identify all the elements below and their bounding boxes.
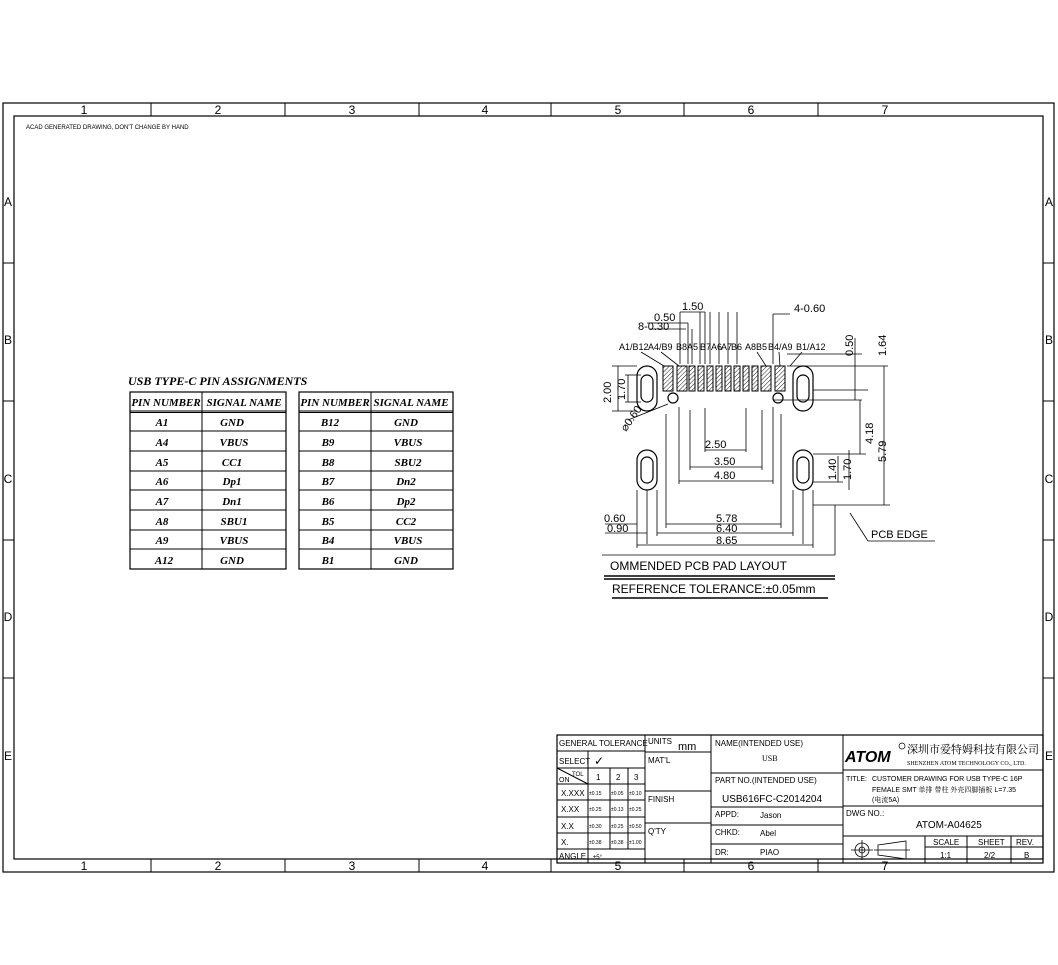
header-signal-name: SIGNAL NAME	[373, 397, 449, 409]
zone-bottom-1: 1	[80, 859, 88, 873]
tol-value: ±1.00	[629, 840, 642, 846]
pin-cell: A1	[155, 417, 169, 429]
zone-left-d: D	[3, 610, 13, 624]
zone-left-a: A	[3, 195, 13, 209]
zone-top-4: 4	[481, 103, 489, 117]
dim-4-18: 4.18	[864, 422, 876, 444]
units-label: UNITS	[648, 737, 672, 746]
sheet-label: SHEET	[978, 838, 1005, 847]
dim-5-78: 5.78	[716, 513, 738, 525]
signal-cell: GND	[394, 555, 418, 567]
title-line-1: CUSTOMER DRAWING FOR USB TYPE-C 16P	[872, 776, 1023, 783]
header-signal-name: SIGNAL NAME	[206, 397, 282, 409]
signal-cell: GND	[394, 417, 418, 429]
pin-cell: A7	[155, 496, 169, 508]
pin-cell: A8	[155, 516, 169, 528]
dim-1-50: 1.50	[682, 301, 704, 313]
pin-cell: B9	[321, 437, 335, 449]
signal-cell: GND	[220, 417, 244, 429]
zone-top-7: 7	[881, 103, 889, 117]
partno-label: PART NO.(INTENDED USE)	[715, 776, 817, 785]
dr-value: PIAO	[760, 848, 780, 857]
dim-0-90: 0.90	[607, 523, 629, 535]
pin-cell: B1	[321, 555, 335, 567]
pin-table-left	[130, 392, 286, 569]
rev-label: REV.	[1016, 838, 1034, 847]
pin-label: A8	[745, 342, 757, 352]
appd-label: APPD:	[715, 810, 740, 819]
general-tolerance-label: GENERAL TOLERANCE	[559, 739, 648, 748]
pin-label: A4/B9	[648, 342, 673, 352]
tol-value: ±0.25	[629, 807, 642, 813]
tol-value: ±0.10	[629, 791, 642, 797]
signal-cell: SBU2	[394, 457, 422, 469]
zone-bottom-4: 4	[481, 859, 489, 873]
matl-label: MAT'L	[648, 756, 671, 765]
signal-cell: SBU1	[220, 516, 248, 528]
dim-1-40: 1.40	[827, 458, 839, 480]
pcb-pad-layout	[602, 301, 935, 598]
pin-label: B4/A9	[768, 342, 793, 352]
zone-bottom-3: 3	[348, 859, 356, 873]
zone-right-d: D	[1044, 610, 1054, 624]
signal-cell: Dn2	[396, 476, 416, 488]
title-block	[557, 735, 1043, 863]
zone-right-e: E	[1044, 749, 1054, 763]
angle-value: ±5°	[593, 855, 603, 861]
tol-col-3: 3	[634, 773, 639, 782]
rev-value: B	[1024, 851, 1030, 860]
select-check-icon: ✓	[594, 754, 605, 768]
zone-left-c: C	[3, 472, 13, 486]
dim-8-65: 8.65	[716, 535, 738, 547]
tol-value: ±0.38	[589, 840, 602, 846]
signal-cell: VBUS	[393, 535, 423, 547]
dim-0-50-top: 0.50	[654, 312, 676, 324]
pin-cell: A9	[155, 535, 169, 547]
registered-icon	[899, 743, 905, 749]
dim-phi-0-60: ⌀0.60	[618, 403, 645, 434]
tol-row-label: X.XX	[561, 805, 580, 814]
pin-cell: B4	[321, 535, 335, 547]
layout-title: OMMENDED PCB PAD LAYOUT	[610, 559, 787, 573]
partno-value: USB616FC-C2014204	[722, 794, 823, 805]
dim-6-40: 6.40	[716, 523, 738, 535]
zone-bottom-7: 7	[881, 859, 889, 873]
pin-table-title: USB TYPE-C PIN ASSIGNMENTS	[128, 374, 308, 388]
zone-top-1: 1	[80, 103, 88, 117]
signal-cell: Dn1	[222, 496, 242, 508]
on-label: ON	[559, 777, 570, 784]
tol-value: ±0.50	[629, 824, 642, 830]
drawing-note: ACAD GENERATED DRAWING, DON'T CHANGE BY HAND	[26, 125, 189, 131]
company-name-cn: 深圳市爱特姆科技有限公司	[907, 744, 1039, 756]
dim-2-00: 2.00	[602, 381, 614, 403]
pcb-edge-label: PCB EDGE	[871, 529, 928, 541]
dim-3-50: 3.50	[714, 456, 736, 468]
dim-0-50-vert: 0.50	[844, 334, 856, 356]
name-label: NAME(INTENDED USE)	[715, 739, 804, 748]
pin-label: B8	[676, 342, 688, 352]
zone-right-b: B	[1044, 333, 1054, 347]
projection-symbol-icon	[851, 840, 910, 860]
dim-2-50: 2.50	[705, 439, 727, 451]
tol-value: ±0.13	[611, 807, 624, 813]
sheet-value: 2/2	[984, 851, 996, 860]
tol-label: TOL	[572, 772, 584, 778]
zone-top-5: 5	[614, 103, 622, 117]
select-label: SELECT	[559, 757, 591, 766]
zone-bottom-6: 6	[747, 859, 755, 873]
signal-pads	[663, 366, 785, 391]
title-line-2: FEMALE SMT 单排 带柱 外壳四脚插板 L=7.35	[872, 787, 1016, 794]
pin-label: B6	[731, 342, 743, 352]
pin-table-right	[299, 392, 453, 569]
signal-cell: VBUS	[219, 535, 249, 547]
qty-label: Q'TY	[648, 827, 666, 836]
tol-col-2: 2	[616, 773, 621, 782]
tol-value: ±0.25	[589, 807, 602, 813]
tol-row-label: X.	[561, 838, 569, 847]
chkd-label: CHKD:	[715, 828, 740, 837]
signal-cell: CC1	[221, 457, 243, 469]
zone-left-e: E	[3, 749, 13, 763]
pin-label: A1/B12	[619, 342, 649, 352]
dim-1-70-right: 1.70	[842, 458, 854, 480]
pin-label: A5	[687, 342, 699, 352]
dwgno-value: ATOM-A04625	[916, 820, 982, 831]
finish-label: FINISH	[648, 795, 675, 804]
appd-value: Jason	[760, 811, 782, 820]
zone-bottom-5: 5	[614, 859, 622, 873]
zone-labels	[4, 103, 1054, 873]
signal-cell: CC2	[395, 516, 417, 528]
title-line-3: (电流5A)	[872, 797, 900, 804]
zone-top-2: 2	[214, 103, 222, 117]
tolerance-note: REFERENCE TOLERANCE:±0.05mm	[612, 582, 816, 596]
chkd-value: Abel	[760, 829, 777, 838]
dim-1-70-left: 1.70	[616, 378, 628, 400]
units-value: mm	[678, 741, 697, 753]
pin-cell: B7	[321, 476, 335, 488]
pin-label: A7	[721, 342, 733, 352]
dwgno-label: DWG NO.:	[846, 809, 885, 818]
zone-top-6: 6	[747, 103, 755, 117]
dim-4-80: 4.80	[714, 470, 736, 482]
header-pin-number: PIN NUMBER	[300, 397, 370, 409]
scale-label: SCALE	[933, 838, 960, 847]
tol-value: ±0.30	[589, 824, 602, 830]
pin-cell: B12	[320, 417, 340, 429]
scale-value: 1:1	[940, 851, 952, 860]
pin-label: B7	[700, 342, 712, 352]
pin-cell: A5	[155, 457, 169, 469]
pin-cell: B6	[321, 496, 335, 508]
pin-cell: A12	[154, 555, 174, 567]
pin-cell: B5	[321, 516, 335, 528]
signal-cell: Dp2	[396, 496, 416, 508]
tol-value: ±0.05	[611, 791, 624, 797]
signal-cell: Dp1	[222, 476, 242, 488]
title-label: TITLE:	[846, 776, 868, 783]
pin-label: B1/A12	[796, 342, 826, 352]
angle-label: ANGLE	[559, 852, 587, 861]
zone-top-3: 3	[348, 103, 356, 117]
zone-right-c: C	[1044, 472, 1054, 486]
pin-label: A6	[711, 342, 723, 352]
name-value: USB	[762, 754, 778, 763]
dr-label: DR:	[715, 848, 729, 857]
header-pin-number: PIN NUMBER	[131, 397, 201, 409]
pin-cell: A4	[155, 437, 169, 449]
dim-5-79: 5.79	[877, 440, 889, 462]
pin-cell: A6	[155, 476, 169, 488]
zone-right-a: A	[1044, 195, 1054, 209]
signal-cell: VBUS	[393, 437, 423, 449]
tol-value: ±0.15	[589, 791, 602, 797]
dim-4-0-60: 4-0.60	[794, 303, 826, 315]
tol-col-1: 1	[596, 773, 601, 782]
tol-row-label: X.XXX	[561, 789, 585, 798]
tol-value: ±0.25	[611, 824, 624, 830]
pin-cell: B8	[321, 457, 335, 469]
pin-label: B5	[756, 342, 768, 352]
zone-bottom-2: 2	[214, 859, 222, 873]
dim-0-60: 0.60	[604, 513, 626, 525]
atom-logo: ATOM	[845, 749, 891, 766]
dim-8-0-30: 8-0.30	[638, 321, 670, 333]
signal-cell: GND	[220, 555, 244, 567]
tol-row-label: X.X	[561, 822, 574, 831]
dim-1-64: 1.64	[877, 334, 889, 356]
zone-left-b: B	[3, 333, 13, 347]
company-name-en: SHENZHEN ATOM TECHNOLOGY CO., LTD.	[907, 761, 1026, 767]
signal-cell: VBUS	[219, 437, 249, 449]
tol-value: ±0.38	[611, 840, 624, 846]
